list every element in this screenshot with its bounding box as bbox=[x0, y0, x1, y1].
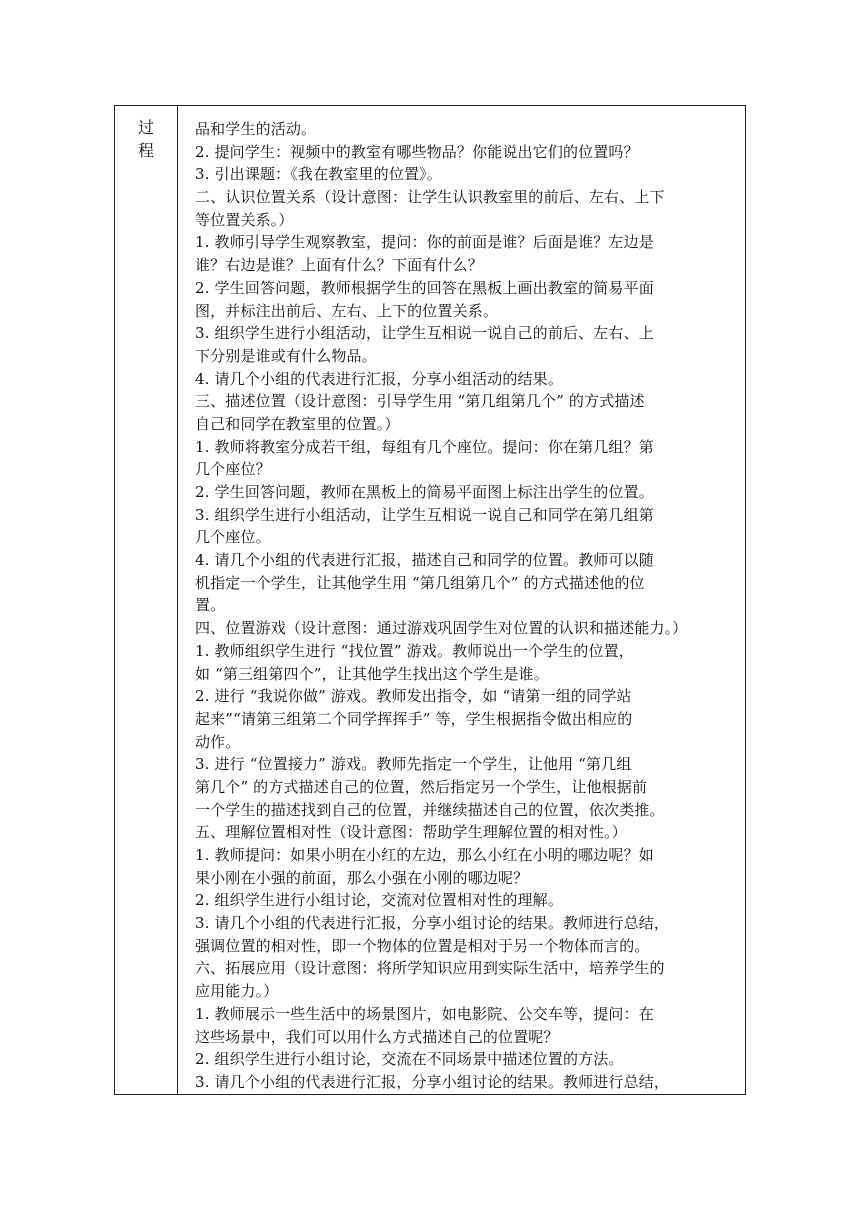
text-line: 4. 请几个小组的代表进行汇报，分享小组活动的结果。 bbox=[195, 369, 563, 388]
text-line: 2. 学生回答问题，教师在黑板上的简易平面图上标注出学生的位置。 bbox=[195, 483, 654, 501]
text-line: 品和学生的活动。 bbox=[195, 120, 317, 138]
text-line: 2. 组织学生进行小组讨论，交流对位置相对性的理解。 bbox=[195, 891, 563, 910]
text-line: 如 “第三组第四个”，让其他学生找出这个学生是谁。 bbox=[195, 664, 549, 683]
text-line: 2. 进行 “我说你做” 游戏。教师发出指令，如 “请第一组的同学站 bbox=[195, 687, 632, 706]
lesson-plan-table bbox=[114, 105, 746, 1095]
section-label-cell bbox=[115, 106, 178, 1094]
text-line: 3. 进行 “位置接力” 游戏。教师先指定一个学生，让他用 “第几组 bbox=[195, 755, 632, 774]
text-line: 几个座位？ bbox=[195, 460, 271, 479]
text-line: 第几个” 的方式描述自己的位置，然后指定另一个学生，让他根据前 bbox=[195, 777, 648, 796]
text-line: 等位置关系。） bbox=[195, 210, 294, 229]
text-line: 起来”“请第三组第二个同学挥挥手” 等，学生根据指令做出相应的 bbox=[195, 709, 633, 728]
text-line: 一个学生的描述找到自己的位置，并继续描述自己的位置，依次类推。 bbox=[195, 800, 665, 819]
text-line: 三、描述位置（设计意图：引导学生用 “第几组第几个” 的方式描述 bbox=[195, 392, 645, 411]
text-line: 这些场景中，我们可以用什么方式描述自己的位置呢？ bbox=[195, 1027, 559, 1046]
text-line: 四、位置游戏（设计意图：通过游戏巩固学生对位置的认识和描述能力。） bbox=[195, 619, 688, 638]
text-line: 3. 请几个小组的代表进行汇报，分享小组讨论的结果。教师进行总结， bbox=[195, 1072, 670, 1091]
text-line: 五、理解位置相对性（设计意图：帮助学生理解位置的相对性。） bbox=[195, 823, 627, 842]
text-line: 1. 教师提问：如果小明在小红的左边，那么小红在小明的哪边呢？如 bbox=[195, 846, 654, 864]
text-line: 2. 学生回答问题，教师根据学生的回答在黑板上画出教室的简易平面 bbox=[195, 278, 654, 297]
text-line: 六、拓展应用（设计意图：将所学知识应用到实际生活中，培养学生的 bbox=[195, 959, 665, 978]
text-line: 下分别是谁或有什么物品。 bbox=[195, 346, 377, 365]
text-line: 1. 教师将教室分成若干组，每组有几个座位。提问：你在第几组？第 bbox=[195, 437, 654, 456]
text-line: 二、认识位置关系（设计意图：让学生认识教室里的前后、左右、上下 bbox=[195, 188, 665, 207]
text-line: 图，并标注出前后、左右、上下的位置关系。 bbox=[195, 301, 499, 320]
text-line: 2. 组织学生进行小组讨论，交流在不同场景中描述位置的方法。 bbox=[195, 1050, 624, 1069]
text-line: 4. 请几个小组的代表进行汇报，描述自己和同学的位置。教师可以随 bbox=[195, 551, 654, 570]
text-line: 1. 教师展示一些生活中的场景图片，如电影院、公交车等，提问：在 bbox=[195, 1004, 654, 1023]
text-line: 1. 教师引导学生观察教室，提问：你的前面是谁？后面是谁？左边是 bbox=[195, 233, 654, 252]
text-line: 果小刚在小强的前面，那么小强在小刚的哪边呢？ bbox=[195, 868, 529, 887]
process-content-cell bbox=[178, 106, 745, 1094]
text-line: 3. 请几个小组的代表进行汇报，分享小组讨论的结果。教师进行总结， bbox=[195, 914, 670, 933]
text-line: 3. 引出课题：《我在教室里的位置》。 bbox=[195, 165, 442, 184]
text-line: 谁？右边是谁？上面有什么？下面有什么？ bbox=[195, 256, 483, 275]
text-line: 1. 教师组织学生进行 “找位置” 游戏。教师说出一个学生的位置， bbox=[195, 641, 634, 660]
text-line: 3. 组织学生进行小组活动，让学生互相说一说自己的前后、左右、上 bbox=[195, 324, 654, 343]
text-line: 强调位置的相对性，即一个物体的位置是相对于另一个物体而言的。 bbox=[195, 936, 650, 955]
text-line: 2. 提问学生：视频中的教室有哪些物品？你能说出它们的位置吗？ bbox=[195, 142, 639, 161]
text-line: 应用能力。） bbox=[195, 982, 279, 1001]
text-line: 动作。 bbox=[195, 732, 241, 751]
text-line: 置。 bbox=[195, 596, 226, 615]
text-line: 3. 组织学生进行小组活动，让学生互相说一说自己和同学在第几组第 bbox=[195, 505, 654, 524]
text-line: 几个座位。 bbox=[195, 528, 271, 547]
text-line: 机指定一个学生，让其他学生用 “第几组第几个” 的方式描述他的位 bbox=[195, 573, 645, 592]
section-label: 过程 bbox=[137, 118, 154, 160]
text-line: 自己和同学在教室里的位置。） bbox=[195, 414, 400, 433]
